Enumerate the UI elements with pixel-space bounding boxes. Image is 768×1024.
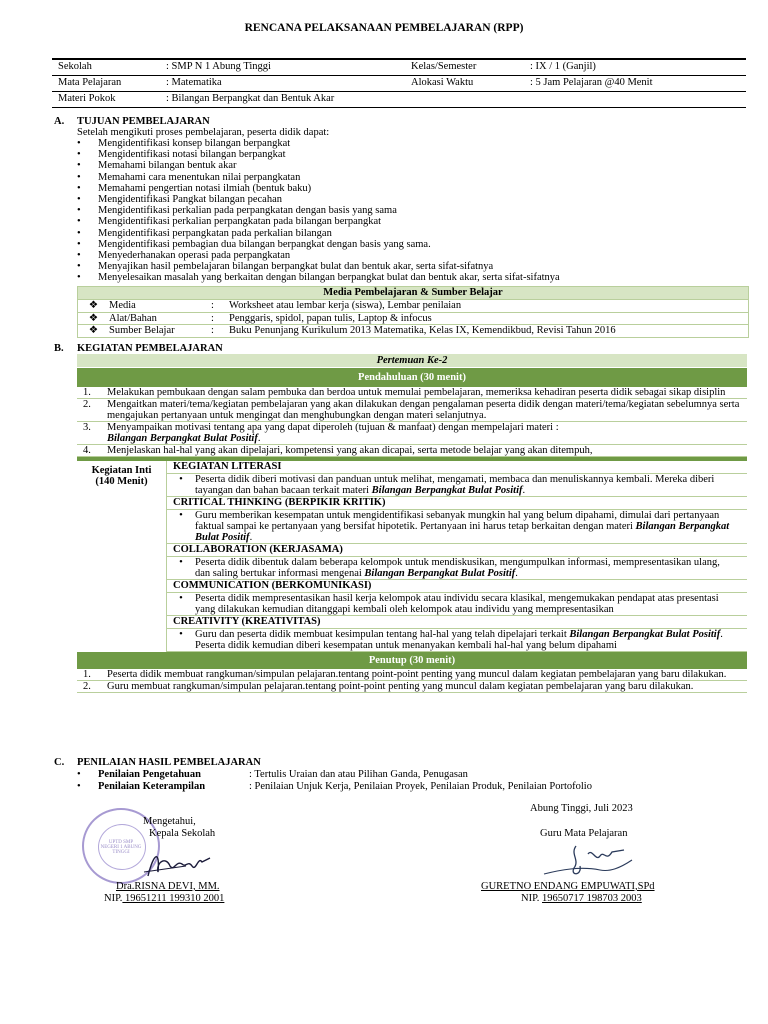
kepala-sekolah-label: Kepala Sekolah	[149, 828, 216, 839]
inti-text-emphasis: Bilangan Berpangkat Bulat Positif	[569, 629, 721, 640]
item-text-main: Melakukan pembukaan dengan salam pembuka dan berdoa untuk memulai pembelajaran, memeriksa kehadiran peserta didik sebagai sikap disiplin	[107, 387, 726, 398]
media-sep: :	[211, 312, 214, 324]
inti-block-text	[195, 510, 747, 543]
teacher-nip-label: NIP.	[521, 893, 543, 904]
label-mapel: Mata Pelajaran	[58, 77, 122, 88]
item-text-main: Menjelaskan hal-hal yang akan dipelajari, kompetensi yang akan dicapai, serta metode belajar yang akan ditempuh,	[107, 445, 593, 456]
label-kelas: Kelas/Semester	[411, 61, 477, 72]
inti-block-title: KEGIATAN LITERASI	[167, 461, 747, 474]
value-kelas: : IX / 1 (Ganjil)	[530, 61, 596, 72]
goal-item: • Mengidentifikasi pembagian dua bilangan berpangkat dengan basis yang sama.	[75, 239, 755, 250]
teacher-nip	[521, 893, 642, 904]
inti-block-title: CREATIVITY (KREATIVITAS)	[167, 616, 747, 629]
inti-text-main: Peserta didik diberi motivasi dan panduan untuk melihat, mengamati, membaca dan menuliskannya kembali. Mereka diberi tayangan dan bahan bacaan terkait materi	[195, 474, 715, 496]
item-text-main: Mengaitkan materi/tema/kegiatan pembelajaran yang akan dilakukan dengan pengalaman peserta didik dengan materi/tema/kegiatan sebelumnya serta mengajukan pertanyaan untuk mengingat dan menghubungkan dengan materi selanjutnya.	[107, 399, 740, 421]
identity-row-3	[52, 92, 746, 108]
bullet: •	[179, 557, 183, 568]
inti-block-title: COMMUNICATION (BERKOMUNIKASI)	[167, 580, 747, 593]
identity-table	[52, 58, 746, 108]
inti-text-emphasis: Bilangan Berpangkat Bulat Positif	[371, 485, 523, 496]
section-b-title: KEGIATAN PEMBELAJARAN	[77, 343, 223, 354]
goal-item: • Memahami bilangan bentuk akar	[75, 160, 755, 171]
goal-item: • Mengidentifikasi Pangkat bilangan pecahan	[75, 194, 755, 205]
numbered-item	[77, 399, 747, 422]
place-date: Abung Tinggi, Juli 2023	[530, 803, 633, 814]
document-title: RENCANA PELAKSANAAN PEMBELAJARAN (RPP)	[244, 22, 524, 34]
identity-row-1	[52, 60, 746, 76]
media-bullet: ❖	[88, 325, 99, 336]
goal-item: • Menyelesaikan masalah yang berkaitan dengan bilangan berpangkat bulat dan bentuk akar, serta sifat-sifatnya	[75, 272, 755, 283]
label-sekolah: Sekolah	[58, 61, 92, 72]
section-c-title: PENILAIAN HASIL PEMBELAJARAN	[77, 757, 261, 768]
item-text	[107, 445, 747, 456]
inti-block-title: COLLABORATION (KERJASAMA)	[167, 544, 747, 557]
item-text	[107, 399, 747, 421]
assessment-value: : Penilaian Unjuk Kerja, Penilaian Proyek, Penilaian Produk, Penilaian Portofolio	[249, 780, 592, 792]
bullet: •	[77, 769, 81, 780]
principal-nip-label: NIP.	[104, 893, 123, 904]
numbered-item	[77, 387, 747, 399]
value-materi: : Bilangan Berpangkat dan Bentuk Akar	[166, 93, 335, 104]
media-sep: :	[211, 325, 214, 336]
media-row	[78, 312, 748, 325]
inti-block-body	[167, 474, 747, 497]
label-materi: Materi Pokok	[58, 93, 116, 104]
item-number: 1.	[83, 669, 91, 680]
item-text	[107, 387, 747, 398]
pertemuan-label: Pertemuan Ke-2	[77, 354, 747, 367]
assessment-list	[75, 769, 755, 792]
goal-item: • Mengidentifikasi perkalian perpangkatan pada bilangan berpangkat	[75, 216, 755, 227]
inti-label-line2: (140 Menit)	[95, 476, 148, 487]
identity-rows	[52, 60, 746, 108]
media-label: Sumber Belajar	[109, 325, 175, 336]
mengetahui-label: Mengetahui,	[143, 816, 196, 827]
pendahuluan-header: Pendahuluan (30 menit)	[77, 368, 747, 387]
pendahuluan-list	[77, 387, 747, 457]
inti-text-main: Peserta didik mempresentasikan hasil kerja kelompok atau individu secara klasikal, mengemukakan pendapat atas presentasi yang dilakukan kemudian ditanggapi kembali oleh kelompok atau individu yang mempresentasikan	[195, 593, 719, 615]
item-text-main: Peserta didik membuat rangkuman/simpulan pelajaran.tentang point-point penting yang muncul dalam kegiatan pembelajaran yang baru dilakukan.	[107, 669, 727, 680]
inti-block-body	[167, 510, 747, 544]
bullet: •	[179, 510, 183, 521]
goal-item: • Mengidentifikasi konsep bilangan berpangkat	[75, 138, 755, 149]
numbered-item	[77, 445, 747, 457]
item-text-main: Guru membuat rangkuman/simpulan pelajaran.tentang point-point penting yang muncul dalam kegiatan pembelajaran yang baru dilakukan.	[107, 681, 694, 692]
item-text	[107, 669, 747, 680]
assessment-item-1	[75, 769, 755, 781]
inti-block-text	[195, 593, 747, 615]
media-row	[78, 299, 748, 312]
value-sekolah: : SMP N 1 Abung Tinggi	[166, 61, 271, 72]
teacher-nip-number: 19650717 198703 2003	[542, 893, 642, 904]
assessment-value: : Tertulis Uraian dan atau Pilihan Ganda, Penugasan	[249, 769, 468, 780]
inti-text-after: .	[249, 532, 253, 543]
inti-text-main: Guru memberikan kesempatan untuk mengidentifikasi sebanyak mungkin hal yang belum dipahami, dimulai dari pertanyaan faktual sampai ke pertanyaan yang bersifat hipotetik. Pertanyaan ini harus tetap berkaitan dengan materi	[195, 510, 720, 532]
value-alokasi: : 5 Jam Pelajaran @40 Menit	[530, 77, 653, 88]
item-text-after: .	[257, 433, 261, 444]
inti-label-line1: Kegiatan Inti	[91, 465, 152, 476]
principal-signature	[140, 842, 220, 882]
section-c-letter: C.	[54, 757, 65, 768]
principal-nip-number: 19651211 199310 2001	[122, 893, 225, 904]
media-value: Penggaris, spidol, papan tulis, Laptop & infocus	[229, 312, 432, 324]
penutup-header: Penutup (30 menit)	[77, 652, 747, 669]
item-number: 1.	[83, 387, 91, 398]
inti-block-body	[167, 629, 747, 652]
section-b-letter: B.	[54, 343, 64, 354]
stamp-text: UPTD SMP NEGERI 1 ABUNG TINGGI	[100, 840, 142, 855]
activity-table	[77, 354, 747, 693]
inti-text-after: .	[522, 485, 526, 496]
inti-text-after: .	[515, 568, 518, 579]
kegiatan-inti-label	[77, 461, 167, 652]
penutup-list	[77, 669, 747, 693]
teacher-name: GURETNO ENDANG EMPUWATI,SPd	[481, 881, 655, 892]
media-value: Buku Penunjang Kurikulum 2013 Matematika, Kelas IX, Kemendikbud, Revisi Tahun 2016	[229, 325, 616, 336]
inti-block-body	[167, 557, 747, 580]
media-bullet: ❖	[88, 312, 99, 324]
media-label: Alat/Bahan	[109, 312, 157, 324]
goal-item: • Menyajikan hasil pembelajaran bilangan berpangkat bulat dan bentuk akar, serta sifat-sifatnya	[75, 261, 755, 272]
goal-item: • Mengidentifikasi notasi bilangan berpangkat	[75, 149, 755, 160]
principal-nip	[104, 893, 224, 904]
media-header: Media Pembelajaran & Sumber Belajar	[78, 287, 748, 299]
section-a-intro: Setelah mengikuti proses pembelajaran, peserta didik dapat:	[77, 127, 330, 138]
bullet: •	[77, 780, 81, 792]
item-number: 4.	[83, 445, 91, 456]
numbered-item	[77, 681, 747, 693]
kegiatan-inti-blocks	[167, 461, 747, 652]
item-text	[107, 422, 747, 444]
goal-item: • Mengidentifikasi perpangkatan pada perkalian bilangan	[75, 228, 755, 239]
inti-text-main: Peserta didik dibentuk dalam beberapa kelompok untuk mendiskusikan, mengumpulkan informasi, mempresentasikan ulang, dan saling bertukar informasi mengenai	[195, 557, 720, 579]
item-text-main: Menyampaikan motivasi tentang apa yang dapat diperoleh (tujuan & manfaat) dengan mempelajari materi :	[107, 422, 559, 433]
value-mapel: : Matematika	[166, 77, 222, 88]
item-number: 3.	[83, 422, 91, 433]
guru-label: Guru Mata Pelajaran	[540, 828, 628, 839]
media-row	[78, 324, 748, 337]
assessment-label: Penilaian Pengetahuan	[98, 769, 201, 780]
inti-text-main: Guru dan peserta didik membuat kesimpulan tentang hal-hal yang telah dipelajari terkait	[195, 629, 570, 640]
principal-name: Dra.RISNA DEVI, MM.	[116, 881, 220, 892]
media-rows	[78, 299, 748, 337]
learning-goals-list	[75, 138, 755, 283]
numbered-item	[77, 669, 747, 681]
inti-text-emphasis: Bilangan Berpangkat Bulat Positif	[364, 568, 516, 579]
inti-block-body	[167, 593, 747, 616]
teacher-signature	[540, 840, 640, 882]
label-alokasi: Alokasi Waktu	[411, 77, 474, 88]
item-text-emphasis: Bilangan Berpangkat Bulat Positif	[107, 433, 258, 444]
item-number: 2.	[83, 681, 91, 692]
item-text	[107, 681, 747, 692]
section-a-title: TUJUAN PEMBELAJARAN	[77, 116, 210, 127]
media-table	[77, 286, 749, 338]
bullet: •	[179, 629, 183, 640]
inti-block-text	[195, 557, 747, 579]
media-bullet: ❖	[88, 300, 99, 311]
media-value: Worksheet atau lembar kerja (siswa), Lembar penilaian	[229, 300, 462, 311]
inti-block-text	[195, 474, 747, 496]
identity-row-2	[52, 76, 746, 92]
section-a-letter: A.	[54, 116, 65, 127]
media-sep: :	[211, 300, 214, 311]
assessment-item-2	[75, 781, 755, 793]
bullet: •	[179, 593, 183, 604]
kegiatan-inti	[77, 457, 747, 652]
inti-block-text	[195, 629, 747, 651]
goal-item: • Mengidentifikasi perkalian pada perpangkatan dengan basis yang sama	[75, 205, 755, 216]
media-label: Media	[109, 300, 136, 311]
inti-text-after: . Peserta didik kemudian diberi kesempatan untuk menanyakan kembali hal-hal yang belum dipahami	[195, 629, 723, 651]
goal-item: • Memahami cara menentukan nilai perpangkatan	[75, 172, 755, 183]
goal-item: • Menyederhanakan operasi pada perpangkatan	[75, 250, 755, 261]
goal-item: • Memahami pengertian notasi ilmiah (bentuk baku)	[75, 183, 755, 194]
assessment-label: Penilaian Keterampilan	[98, 780, 206, 792]
bullet: •	[179, 474, 183, 485]
inti-block-title: CRITICAL THINKING (BERPIKIR KRITIK)	[167, 497, 747, 510]
item-number: 2.	[83, 399, 91, 410]
inti-text-emphasis: Bilangan Berpangkat Bulat Positif	[195, 521, 730, 543]
numbered-item	[77, 422, 747, 445]
